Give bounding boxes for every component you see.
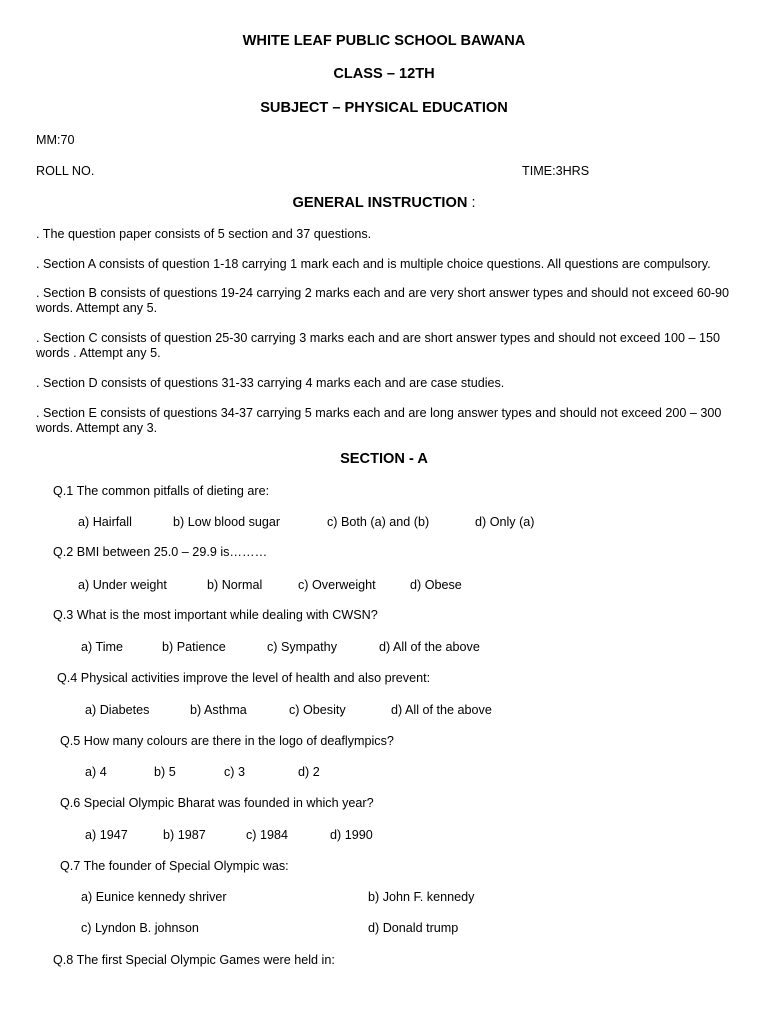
q4-option-c: c) Obesity: [289, 703, 346, 717]
question-7: Q.7 The founder of Special Olympic was:: [60, 859, 289, 873]
q3-option-c: c) Sympathy: [267, 640, 337, 654]
q6-option-b: b) 1987: [163, 828, 206, 842]
q6-option-c: c) 1984: [246, 828, 289, 842]
instructions-colon: :: [471, 195, 476, 211]
question-4: Q.4 Physical activities improve the level of health and also prevent:: [57, 671, 431, 685]
q6-option-a: a) 1947: [85, 828, 128, 842]
q5-option-a: a) 4: [85, 765, 107, 779]
q7-option-c: c) Lyndon B. johnson: [81, 921, 199, 935]
q2-option-c: c) Overweight: [298, 578, 376, 592]
instruction-item: . Section E consists of questions 34-37 carrying 5 marks each and are long answer types and should not exceed 200 – 300 words. Attempt any 3.: [36, 406, 722, 435]
q2-option-d: d) Obese: [410, 578, 462, 592]
question-1: Q.1 The common pitfalls of dieting are:: [53, 484, 270, 498]
q4-option-d: d) All of the above: [391, 703, 492, 717]
roll-no-label: ROLL NO.: [36, 164, 95, 178]
q7-option-d: d) Donald trump: [368, 921, 459, 935]
instruction-item: . Section C consists of question 25-30 carrying 3 marks each and are short answer types and should not exceed 100 – 150 words . Attempt any 5.: [36, 331, 720, 360]
question-3: Q.3 What is the most important while dealing with CWSN?: [53, 608, 378, 622]
q1-option-a: a) Hairfall: [78, 515, 132, 529]
subject-title: SUBJECT – PHYSICAL EDUCATION: [260, 100, 508, 116]
instructions-heading: [0, 195, 768, 211]
q1-option-d: d) Only (a): [475, 515, 535, 529]
question-8: Q.8 The first Special Olympic Games were held in:: [53, 953, 335, 967]
q4-option-a: a) Diabetes: [85, 703, 150, 717]
question-6: Q.6 Special Olympic Bharat was founded in which year?: [60, 796, 374, 810]
q3-option-a: a) Time: [81, 640, 123, 654]
q7-option-b: b) John F. kennedy: [368, 890, 475, 904]
q5-option-b: b) 5: [154, 765, 176, 779]
q2-option-a: a) Under weight: [78, 578, 167, 592]
question-5: Q.5 How many colours are there in the logo of deaflympics?: [60, 734, 394, 748]
q6-option-d: d) 1990: [330, 828, 373, 842]
q7-option-a: a) Eunice kennedy shriver: [81, 890, 227, 904]
max-marks: MM:70: [36, 133, 75, 147]
q3-option-d: d) All of the above: [379, 640, 480, 654]
q1-option-c: c) Both (a) and (b): [327, 515, 430, 529]
q2-option-b: b) Normal: [207, 578, 263, 592]
instruction-item: . Section D consists of questions 31-33 carrying 4 marks each and are case studies.: [36, 376, 505, 390]
q5-option-c: c) 3: [224, 765, 245, 779]
instruction-item: . Section A consists of question 1-18 carrying 1 mark each and is multiple choice questions. All questions are compulsory.: [36, 257, 711, 271]
section-a-title: SECTION - A: [340, 451, 428, 467]
question-2: Q.2 BMI between 25.0 – 29.9 is………: [53, 545, 268, 559]
q4-option-b: b) Asthma: [190, 703, 247, 717]
class-title: CLASS – 12TH: [333, 66, 435, 82]
instructions-title: GENERAL INSTRUCTION: [292, 195, 468, 211]
school-name: WHITE LEAF PUBLIC SCHOOL BAWANA: [242, 33, 526, 49]
instruction-item: . The question paper consists of 5 section and 37 questions.: [36, 227, 372, 241]
q5-option-d: d) 2: [298, 765, 320, 779]
instruction-item: . Section B consists of questions 19-24 carrying 2 marks each and are very short answer types and should not exceed 60-90 words. Attempt any 5.: [36, 286, 730, 315]
q3-option-b: b) Patience: [162, 640, 226, 654]
time-label: TIME:3HRS: [522, 164, 590, 178]
q1-option-b: b) Low blood sugar: [173, 515, 281, 529]
